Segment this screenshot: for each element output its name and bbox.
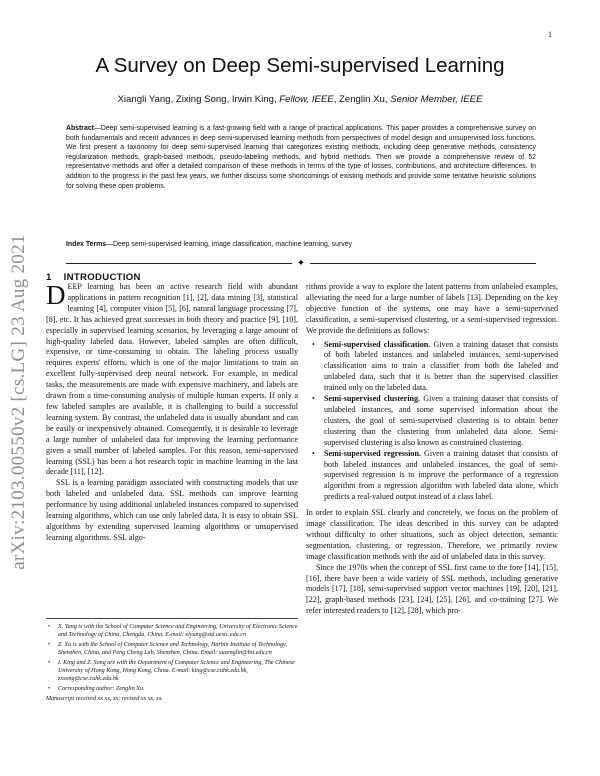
paper-title: A Survey on Deep Semi-supervised Learning [95, 54, 505, 77]
author-senior: Senior Member, IEEE [390, 94, 483, 105]
author-fellow: Fellow, IEEE [279, 94, 334, 105]
definition-text: Given a training dataset that consists of unlabeled instances, and some supervised information about the clusters, the goal of semi-supervised clustering is to obtain better clustering than the clustering from unlabeled data alone. Semi-supervised clustering is also known as constrained clustering. [324, 394, 559, 447]
left-column [46, 282, 298, 544]
divider-line-right [310, 263, 536, 264]
definition-item [324, 340, 558, 395]
footnote-item: • Z. Xu is with the School of Computer Science and Technology, Harbin Institute of Technology, Shenzhen, China, and Peng Cheng Lab, Shenzhen, China. Email: xuzenglin@hit.edu.cn [58, 641, 298, 658]
right-paragraph-1: rithms provide a way to explore the latent patterns from unlabeled examples, alleviating the need for a large number of labels [13]. Depending on the key objective function of the systems, one may have a semi-supervised classification, a semi-supervised clustering, or a semi-supervised regression. We provide the definitions as follows: [306, 282, 558, 335]
index-terms-label: Index Terms [66, 241, 107, 248]
definition-term: Semi-supervised clustering. [324, 394, 421, 404]
author-line [40, 94, 560, 105]
page-number: 1 [548, 30, 552, 39]
divider-line-left [66, 263, 292, 264]
index-terms-text: —Deep semi-supervised learning, image classification, machine learning, survey [106, 241, 352, 248]
footnote-item: • X. Yang is with the School of Computer Science and Engineering, University of Electronic Science and Technology of China, Chengdu, China. E-mail: xlyang@std.uestc.edu.cn [58, 623, 298, 640]
abstract [66, 124, 536, 191]
right-column [306, 282, 558, 617]
author-names-2: , Zenglin Xu, [333, 94, 391, 105]
arxiv-stamp: arXiv:2103.00550v2 [cs.LG] 23 Aug 2021 [8, 234, 29, 570]
definition-term: Semi-supervised regression. [324, 448, 421, 458]
abstract-text: —Deep semi-supervised learning is a fast-growing field with a range of practical applications. This paper provides a comprehensive survey on both fundamentals and recent advances in deep semi-supervised learning methods from perspectives of model design and unsupervised loss functions. We first present a taxonomy for deep semi-supervised learning that categorizes existing methods, including deep generative methods, consistency regularization methods, graph-based methods, pseudo-labeling methods, and hybrid methods. Then we provide a comprehensive review of 52 representative methods and offer a detailed comparison of these methods in terms of the type of losses, contributions, and architecture differences. In addition to the progress in the past few years, we further discuss some shortcomings of existing methods and provide some tentative heuristic solutions for solving these open problems. [66, 125, 536, 190]
footnote-rule [46, 618, 298, 619]
right-paragraph-2: In order to explain SSL clearly and concretely, we focus on the problem of image classification. The ideas described in this survey can be adapted without difficulty to other situations, such as object detection, semantic segmentation, clustering, or regression. Therefore, we primarily review image classification methods with the aid of unlabeled data in this survey. [306, 508, 558, 561]
definition-text: Given a training dataset that consists of both labeled instances and unlabeled instances, the goal of semi-supervised regression is to improve the performance of a regression algorithm from a regression algorithm with labeled data alone, which predicts a real-valued output instead of a class label. [324, 448, 558, 502]
manuscript-note: Manuscript received xx xx, xx; revised xx xx, xx. [46, 696, 164, 703]
author-names-1: Xiangli Yang, Zixing Song, Irwin King, [117, 94, 280, 105]
section-number: 1 [46, 272, 52, 283]
definition-text: Given a training dataset that consists of both labeled instances and unlabeled instances, semi-supervised classification aims to train a classifier from both the labeled and unlabeled data, such that it is better than the supervised classifier trained only on the labeled data. [324, 339, 558, 393]
intro-paragraph-1 [46, 282, 298, 478]
footnote-item: • Corresponding author: Zenglin Xu. [58, 685, 298, 693]
definition-list [306, 340, 558, 504]
footnote-item: • I. King and Z. Song are with the Department of Computer Science and Engineering, The Chinese University of Hong Kong, Hong Kong, China. E-mail: king@cse.cuhk.edu.hk, zxsong@cse.cuhk.edu.hk [58, 659, 298, 684]
definition-term: Semi-supervised classification. [324, 339, 431, 349]
right-paragraph-3: Since the 1970s when the concept of SSL first came to the fore [14], [15], [16], there have been a wide variety of SSL methods, including generative models [17], [18], semi-supervised support vector machines [19], [20], [21], [22], graph-based methods [23], [24], [25], [26], and co-training [27]. We refer interested readers to [12], [28], which pro- [306, 562, 558, 616]
divider-ornament-icon: ✦ [296, 258, 306, 269]
intro-paragraph-2: SSL is a learning paradigm associated with constructing models that use both labeled and unlabeled data. SSL methods can improve learning performance by using additional unlabeled instances compared to supervised learning algorithms, which can use only labeled data. It is easy to obtain SSL algorithms by extending supervised learning algorithms or unsupervised learning algorithms. SSL algo- [46, 478, 298, 542]
definition-item [324, 394, 558, 449]
abstract-label: Abstract [66, 125, 94, 132]
footnotes [46, 623, 298, 704]
intro-paragraph-1-text: EEP learning has been an active research field with abundant applications in pattern recognition [1], [2], data mining [3], statistical learning [4], computer vision [5], [6], natural language processing [7], [8], etc. It has achieved great successes in both theory and practice [9], [10], especially in supervised learning scenarios, by leveraging a large amount of high-quality labeled data. However, labeled samples are often difficult, expensive, or time-consuming to obtain. The labeling process usually requires experts' efforts, which is one of the major limitations to train an excellent fully-supervised deep neural network. For example, in medical tasks, the measurements are made with expensive machinery, and labels are drawn from a time-consuming analysis of multiple human experts. If only a few labeled samples are available, it is challenging to build a successful learning system. By contrast, the unlabeled data is usually abundant and can be easily or inexpensively obtained. Consequently, it is desirable to leverage a large number of unlabeled data for improving the learning performance given a small number of labeled samples. For this reason, semi-supervised learning (SSL) has been a hot research topic in machine learning in the last decade [11], [12]. [46, 282, 298, 477]
index-terms [66, 240, 536, 250]
section-divider [66, 258, 536, 270]
section-title: INTRODUCTION [63, 272, 141, 283]
drop-cap: D [46, 280, 66, 310]
definition-item [324, 449, 558, 504]
